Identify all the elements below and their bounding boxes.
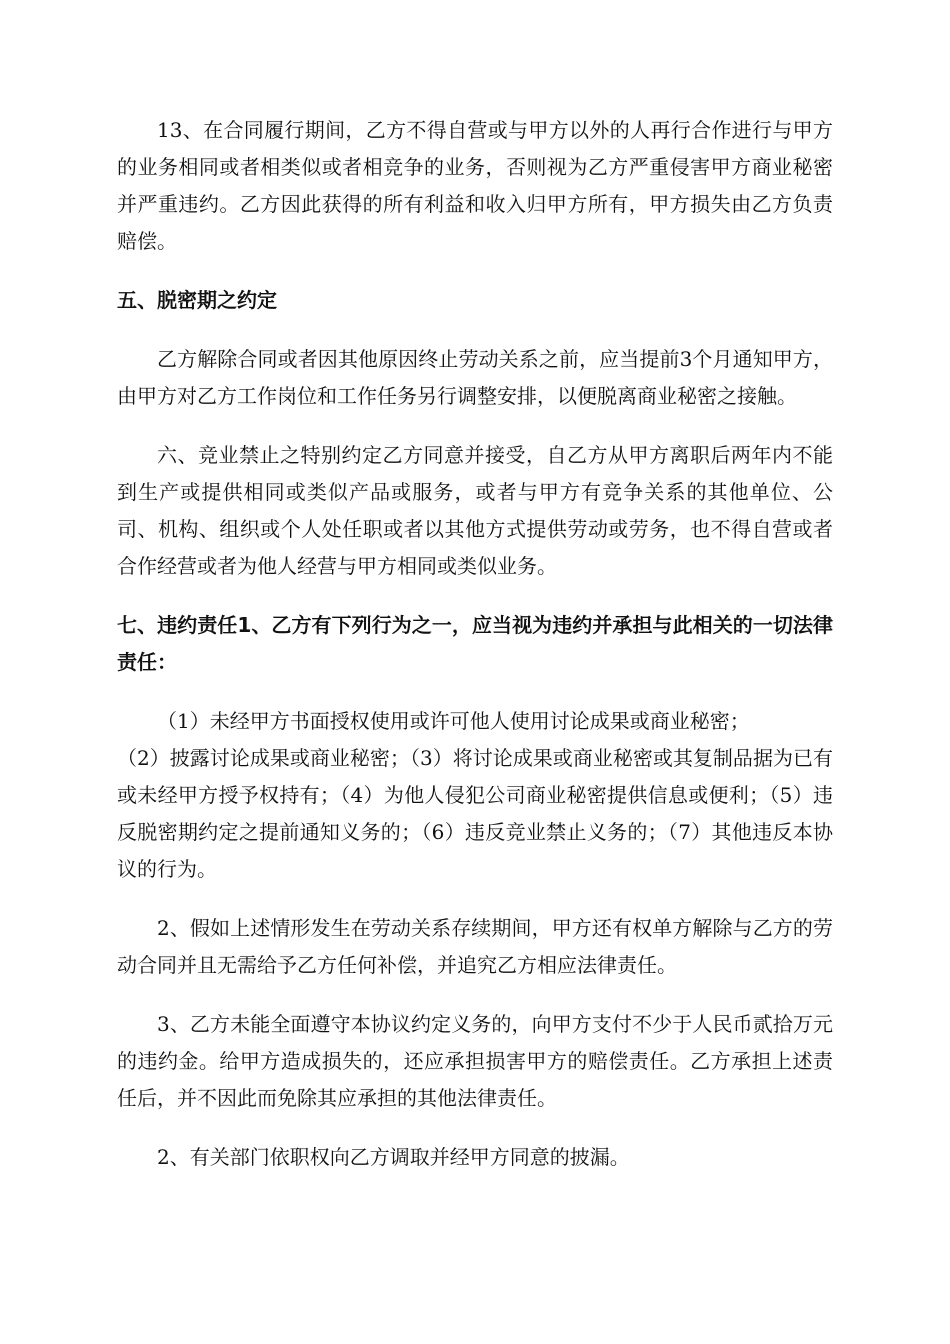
clause-7-3-paragraph: 3、乙方未能全面遵守本协议约定义务的，向甲方支付不少于人民币贰拾万元的违约金。给甲方造成损失的，还应承担损害甲方的赔偿责任。乙方承担上述责任后，并不因此而免除其应承担的其他法律责任。 (117, 1012, 833, 1110)
violation-list (117, 703, 833, 888)
final-paragraph: 2、有关部门依职权向乙方调取并经甲方同意的披漏。 (157, 1145, 630, 1169)
violation-item-1: （1）未经甲方书面授权使用或许可他人使用讨论成果或商业秘密； (157, 709, 750, 733)
clause-7-2-paragraph: 2、假如上述情形发生在劳动关系存续期间，甲方还有权单方解除与乙方的劳动合同并且无需给予乙方任何补偿，并追究乙方相应法律责任。 (117, 916, 833, 977)
violation-items-rest: （2）披露讨论成果或商业秘密；（3）将讨论成果或商业秘密或其复制品据为已有或未经甲方授予权持有；（4）为他人侵犯公司商业秘密提供信息或便利；（5）违反脱密期约定之提前通知义务的；（6）违反竞业禁止义务的；（7）其他违反本协议的行为。 (117, 746, 833, 881)
section-6-paragraph: 六、竞业禁止之特别约定乙方同意并接受，自乙方从甲方离职后两年内不能到生产或提供相同或类似产品或服务，或者与甲方有竞争关系的其他单位、公司、机构、组织或个人处任职或者以其他方式提供劳动或劳务，也不得自营或者合作经营或者为他人经营与甲方相同或类似业务。 (117, 443, 833, 578)
section-7-heading: 七、违约责任1、乙方有下列行为之一，应当视为违约并承担与此相关的一切法律责任： (117, 613, 833, 674)
section-5-paragraph: 乙方解除合同或者因其他原因终止劳动关系之前，应当提前3个月通知甲方，由甲方对乙方工作岗位和工作任务另行调整安排，以便脱离商业秘密之接触。 (117, 347, 833, 408)
section-5-heading: 五、脱密期之约定 (117, 288, 277, 312)
clause-13-paragraph: 13、在合同履行期间，乙方不得自营或与甲方以外的人再行合作进行与甲方的业务相同或者相类似或者相竞争的业务，否则视为乙方严重侵害甲方商业秘密并严重违约。乙方因此获得的所有利益和收入归甲方所有，甲方损失由乙方负责赔偿。 (117, 118, 833, 253)
document-page (117, 112, 833, 1176)
